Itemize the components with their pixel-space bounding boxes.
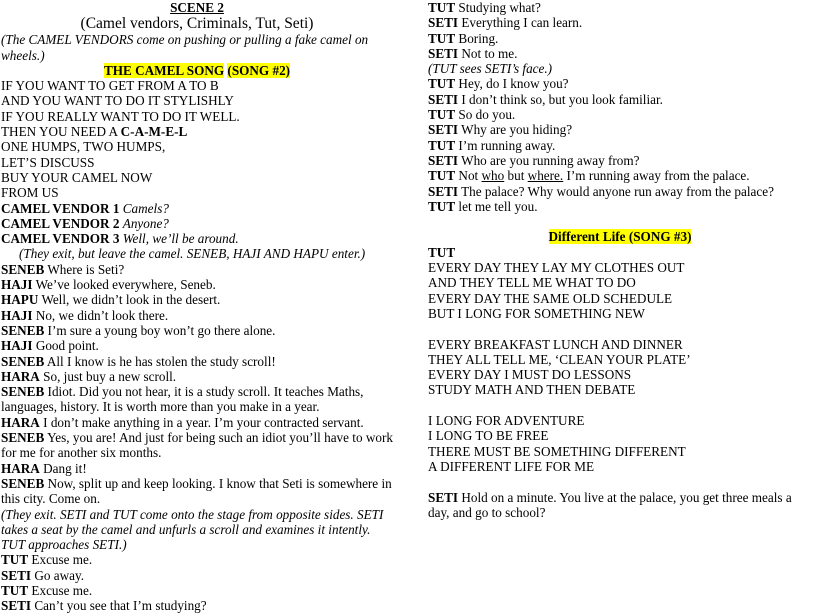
dialogue-text: I’m running away from the palace. — [563, 168, 750, 184]
dialogue-text: but — [504, 168, 528, 184]
dialogue-text: Everything I can learn. — [461, 15, 583, 31]
dialogue-text: Good point. — [35, 338, 99, 354]
spacer — [428, 474, 812, 489]
speaker-name: SETI — [428, 91, 459, 107]
dialogue-text: Camels? — [122, 200, 169, 216]
dialogue-line — [1, 476, 393, 507]
lyric-line: EVERY DAY THEY LAY MY CLOTHES OUT — [428, 260, 685, 276]
song-title-text: Different Life (SONG #3) — [548, 229, 692, 245]
speaker-name: SETI — [428, 152, 459, 168]
spacer — [428, 214, 812, 229]
dialogue-text: Hey, do I know you? — [458, 76, 569, 92]
speaker-name: HARA — [1, 460, 40, 476]
dialogue-text: Can’t you see that I’m studying? — [34, 598, 207, 614]
speaker-name: SETI — [428, 15, 459, 31]
speaker-name: SETI — [428, 183, 459, 199]
dialogue-text: Not to me. — [461, 45, 518, 61]
song-title — [1, 63, 393, 78]
lyric-line: BUT I LONG FOR SOMETHING NEW — [428, 305, 645, 321]
dialogue-line — [1, 415, 393, 430]
dialogue-line — [428, 168, 812, 183]
speaker-name: HAJI — [1, 277, 33, 293]
dialogue-text: So, just buy a new scroll. — [43, 368, 177, 384]
dialogue-line — [428, 31, 812, 46]
dialogue-text: So do you. — [458, 107, 516, 123]
lyric-text: THEN YOU NEED A — [1, 124, 121, 140]
dialogue-line — [428, 107, 812, 122]
dialogue-line — [1, 338, 393, 353]
dialogue-line — [428, 76, 812, 91]
dialogue-line — [428, 138, 812, 153]
song-number: (SONG #2) — [227, 62, 291, 78]
dialogue-text: Well, we’ll be around. — [122, 231, 239, 247]
dialogue-text: Hold on a minute. You live at the palace, you get three meals a day, and go to school? — [428, 489, 792, 520]
dialogue-line — [1, 552, 393, 567]
scene-cast: (Camel vendors, Criminals, Tut, Seti) — [80, 15, 314, 33]
dialogue-text: Boring. — [458, 30, 499, 46]
dialogue-line — [1, 568, 393, 583]
dialogue-line — [1, 277, 393, 292]
dialogue-text: Dang it! — [43, 460, 87, 476]
song-title-text: THE CAMEL SONG — [103, 62, 225, 78]
dialogue-text: Anyone? — [122, 215, 169, 231]
dialogue-text: Idiot. Did you not hear, it is a study scroll. It teaches Maths, languages, history. It is worth more than you make in a year. — [1, 384, 364, 415]
speaker-name: SETI — [428, 45, 459, 61]
dialogue-text: No, we didn’t look there. — [35, 307, 169, 323]
song-title — [428, 229, 812, 244]
speaker-name: TUT — [428, 168, 456, 184]
dialogue-line — [1, 369, 393, 384]
dialogue-line — [1, 308, 393, 323]
dialogue-text: Well, we didn’t look in the desert. — [41, 292, 221, 308]
dialogue-emphasis: where. — [527, 168, 564, 184]
lyric-line: IF YOU REALLY WANT TO DO IT WELL. — [1, 108, 240, 124]
lyric-line: FROM US — [1, 185, 59, 201]
lyric-line: A DIFFERENT LIFE FOR ME — [428, 458, 595, 474]
speaker-name: HAJI — [1, 307, 33, 323]
dialogue-line — [428, 92, 812, 107]
dialogue-text: All I know is he has stolen the study scroll! — [46, 353, 276, 369]
speaker-name: CAMEL VENDOR 2 — [1, 215, 120, 231]
dialogue-text: We’ve looked everywhere, Seneb. — [35, 277, 216, 293]
dialogue-line — [1, 430, 393, 461]
dialogue-text: Studying what? — [458, 0, 541, 15]
lyric-line: STUDY MATH AND THEN DEBATE — [428, 382, 636, 398]
left-column — [1, 0, 393, 614]
speaker-name: TUT — [1, 552, 29, 568]
dialogue-text: Why are you hiding? — [461, 122, 573, 138]
speaker-name: HAJI — [1, 338, 33, 354]
dialogue-line — [1, 323, 393, 338]
dialogue-text: Where is Seti? — [47, 261, 125, 277]
lyric-line — [1, 124, 393, 139]
speaker-name: SENEB — [1, 475, 45, 491]
stage-direction: (The CAMEL VENDORS come on pushing or pulling a fake camel on wheels.) — [1, 32, 369, 63]
speaker-name: HARA — [1, 414, 40, 430]
dialogue-line — [1, 598, 393, 613]
lyric-line: THERE MUST BE SOMETHING DIFFERENT — [428, 443, 686, 459]
dialogue-text: Excuse me. — [31, 582, 93, 598]
dialogue-line — [1, 384, 393, 415]
dialogue-text: let me tell you. — [458, 198, 538, 214]
dialogue-line — [428, 184, 812, 199]
scene-title: SCENE 2 — [170, 0, 224, 15]
speaker-name: SETI — [1, 598, 32, 614]
lyric-line: LET’S DISCUSS — [1, 154, 95, 170]
dialogue-line — [428, 153, 812, 168]
dialogue-text: Yes, you are! And just for being such an idiot you’ll have to work for me for another six months. — [1, 430, 393, 461]
dialogue-line — [428, 15, 812, 30]
speaker-name: TUT — [428, 137, 456, 153]
lyric-line: THEY ALL TELL ME, ‘CLEAN YOUR PLATE’ — [428, 351, 691, 367]
lyric-line: BUY YOUR CAMEL NOW — [1, 169, 153, 185]
dialogue-text: Not — [458, 168, 482, 184]
lyric-emphasis: C-A-M-E-L — [120, 124, 188, 140]
dialogue-text: I don’t think so, but you look familiar. — [461, 91, 663, 107]
speaker-name: SENEB — [1, 384, 45, 400]
speaker-name: TUT — [428, 198, 456, 214]
dialogue-text: Who are you running away from? — [461, 152, 640, 168]
right-column — [428, 0, 812, 520]
dialogue-line — [1, 216, 393, 231]
lyric-line: I LONG TO BE FREE — [428, 428, 549, 444]
lyric-line: ONE HUMPS, TWO HUMPS, — [1, 139, 166, 155]
dialogue-line — [428, 199, 812, 214]
dialogue-text: I’m sure a young boy won’t go there alone. — [47, 322, 276, 338]
speaker-name: SENEB — [1, 322, 45, 338]
spacer — [428, 321, 812, 336]
speaker-name: CAMEL VENDOR 3 — [1, 231, 120, 247]
song-singer: TUT — [428, 244, 456, 260]
dialogue-text: Go away. — [34, 567, 85, 583]
dialogue-line — [1, 354, 393, 369]
dialogue-text: I’m running away. — [458, 137, 556, 153]
speaker-name: TUT — [428, 0, 456, 15]
lyric-line: EVERY DAY I MUST DO LESSONS — [428, 367, 632, 383]
stage-direction: (They exit. SETI and TUT come onto the stage from opposite sides. SETI takes a seat by the camel and unfurls a scroll and examines it intently. TUT approaches SETI.) — [1, 506, 384, 553]
lyric-line: IF YOU WANT TO GET FROM A TO B — [1, 78, 219, 94]
lyric-line: AND THEY TELL ME WHAT TO DO — [428, 275, 636, 291]
spacer — [428, 398, 812, 413]
lyric-line: EVERY DAY THE SAME OLD SCHEDULE — [428, 290, 673, 306]
dialogue-line — [428, 490, 812, 521]
speaker-name: TUT — [428, 30, 456, 46]
speaker-name: TUT — [428, 107, 456, 123]
dialogue-line — [1, 231, 393, 246]
dialogue-line — [1, 292, 393, 307]
speaker-name: SETI — [1, 567, 32, 583]
dialogue-line — [428, 0, 812, 15]
dialogue-text: I don’t make anything in a year. I’m your contracted servant. — [43, 414, 364, 430]
speaker-name: TUT — [1, 582, 29, 598]
dialogue-line — [428, 122, 812, 137]
lyric-line: I LONG FOR ADVENTURE — [428, 413, 585, 429]
dialogue-text: The palace? Why would anyone run away from the palace? — [461, 183, 774, 199]
speaker-name: SENEB — [1, 353, 45, 369]
dialogue-text: Now, split up and keep looking. I know that Seti is somewhere in this city. Come on. — [1, 475, 392, 507]
speaker-name: SETI — [428, 489, 459, 505]
stage-direction: (They exit, but leave the camel. SENEB, HAJI AND HAPU enter.) — [19, 246, 366, 262]
stage-direction: (TUT sees SETI’s face.) — [428, 61, 553, 77]
speaker-name: SENEB — [1, 430, 45, 446]
dialogue-line — [1, 583, 393, 598]
lyric-line: AND YOU WANT TO DO IT STYLISHLY — [1, 93, 234, 109]
speaker-name: HAPU — [1, 292, 39, 308]
dialogue-emphasis: who — [481, 168, 505, 184]
dialogue-line — [428, 46, 812, 61]
speaker-name: SENEB — [1, 261, 45, 277]
lyric-line: EVERY BREAKFAST LUNCH AND DINNER — [428, 336, 683, 352]
dialogue-line — [1, 262, 393, 277]
dialogue-text: Excuse me. — [31, 552, 93, 568]
dialogue-line — [1, 201, 393, 216]
speaker-name: HARA — [1, 368, 40, 384]
speaker-name: SETI — [428, 122, 459, 138]
speaker-name: CAMEL VENDOR 1 — [1, 200, 120, 216]
dialogue-line — [1, 461, 393, 476]
speaker-name: TUT — [428, 76, 456, 92]
